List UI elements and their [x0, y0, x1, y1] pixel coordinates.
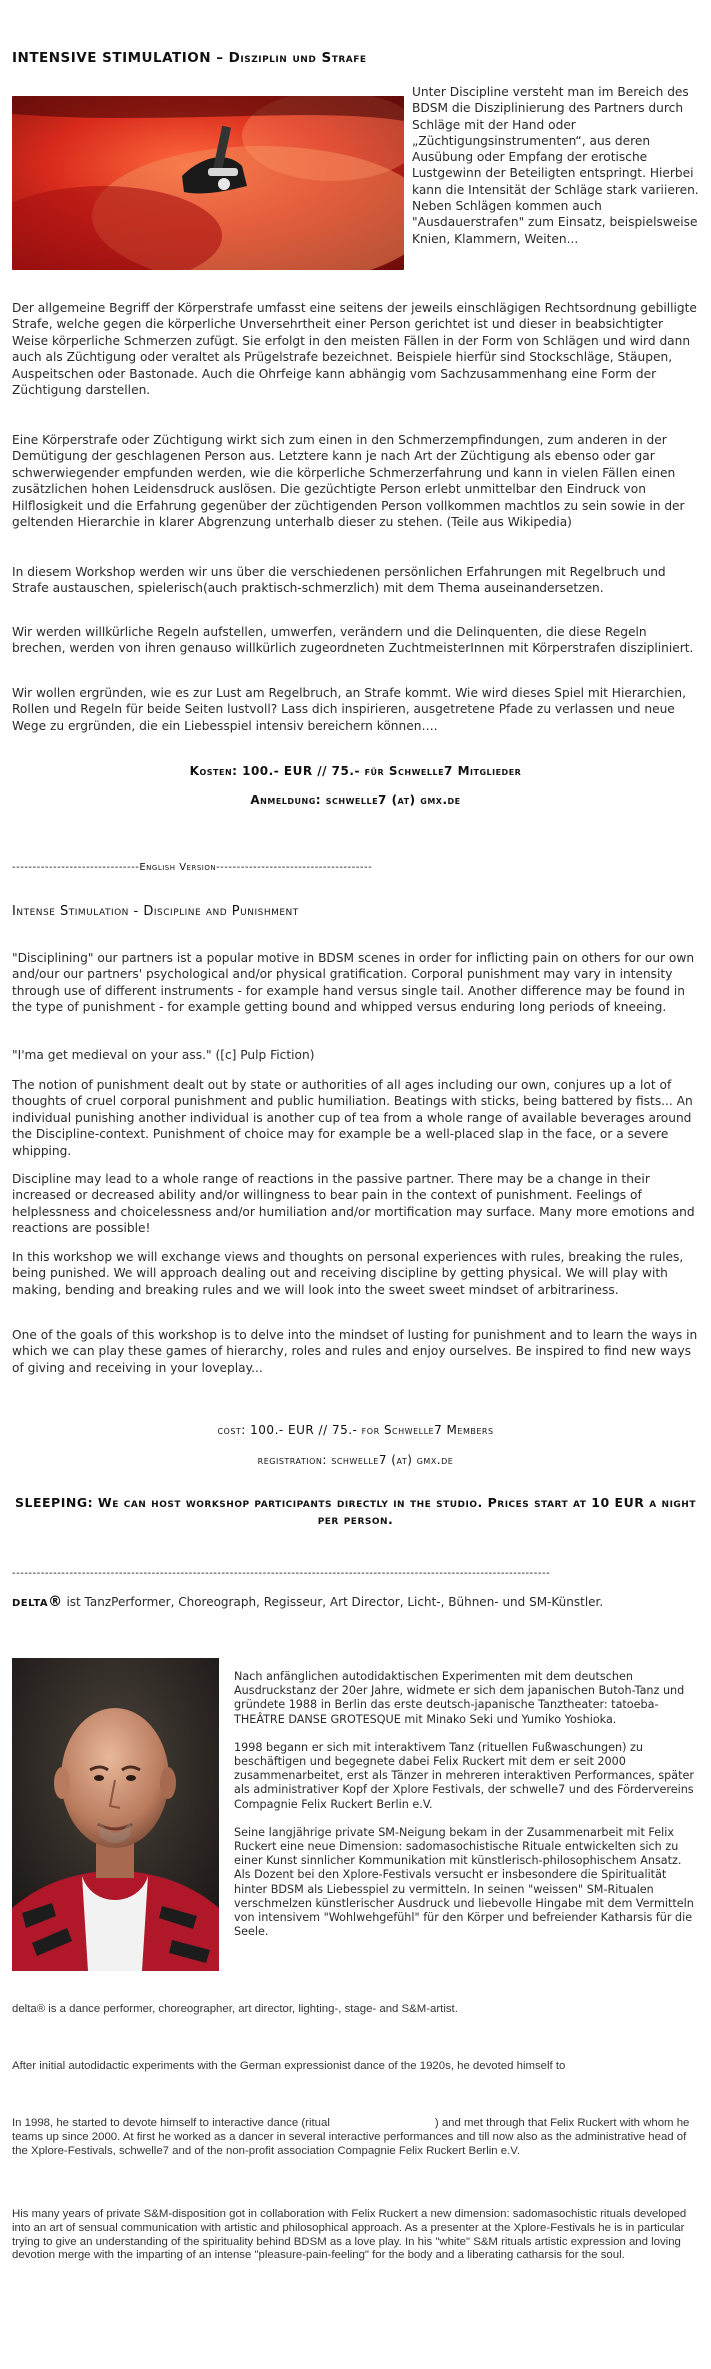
en-cost: cost: 100.- EUR // 75.- for Schwelle7 Members: [217, 1423, 494, 1437]
portrait-illustration: [12, 1658, 219, 1971]
en-paragraph-1: "Disciplining" our partners ist a popular motive in BDSM scenes in order for inflicting pain on others for our own and/our our partners' psychological and/or physical gratification. Corporal punishment may vary in intensity through use of different instruments - for example hand versus single tail. Another difference may be found in the type of punishment - for example getting bound and whipped versus enduring long periods of kneeing.: [12, 951, 695, 1015]
de-cost: Kosten: 100.- EUR // 75.- für Schwelle7 Mitglieder: [189, 764, 522, 778]
bio-en-paragraph-2-start: In 1998, he started to devote himself to interactive dance (ritual: [12, 2117, 330, 2129]
hero-photo-illustration: [12, 96, 404, 270]
de-paragraph-2: Eine Körperstrafe oder Züchtigung wirkt sich zum einen in den Schmerzempfindungen, zum anderen in der Demütigung der geschlagenen Person aus. Letztere kann je nach Art der Züchtigung als ebenso oder gar schwerwiegender empfunden werden, wie die körperliche Schmerzerfahrung und kann in vielen Fällen einen zusätzlichen hohen Leidensdruck auslösen. Die gezüchtigte Person erlebt unmittelbar den Eindruck von Hilflosigkeit und die Erfahrung gegenüber der züchtigenden Person vollkommen machtlos zu sein sowie in der geltenden Hierarchie in klarer Abgrenzung unterhalb dieser zu stehen. (Teile aus Wikipedia): [12, 433, 685, 530]
bio-en-paragraph-2: [12, 2117, 699, 2158]
de-paragraph-3: In diesem Workshop werden wir uns über die verschiedenen persönlichen Erfahrungen mit Regelbruch und Strafe austauschen, spielerisch(auch praktisch-schmerzlich) mit dem Thema auseinandersetzen.: [12, 565, 666, 596]
de-registration: Anmeldung: schwelle7 (at) gmx.de: [250, 793, 461, 807]
en-paragraph-4: In this workshop we will exchange views and thoughts on personal experiences with rules, breaking the rules, being punished. We will approach dealing out and receiving discipline by getting physical. We will play with making, bending and breaking rules and we will look into the sweet sweet mindset of arbitrariness.: [12, 1250, 684, 1297]
page-title: INTENSIVE STIMULATION – Disziplin und Strafe: [12, 50, 367, 66]
intro-text: Unter Discipline versteht man im Bereich des BDSM die Disziplinierung des Partners durch Schläge mit der Hand oder „Züchtigungsinstrumenten“, aus deren Ausübung oder Empfang der erotische Lustgewinn der Beteiligten entspringt. Hierbei kann die Intensität der Schläge stark variieren. Neben Schlägen kommen auch "Ausdauerstrafen" zum Einsatz, beispielsweise Knien, Klammern, Weiten...: [412, 85, 699, 246]
bio-en-intro: delta® is a dance performer, choreographer, art director, lighting-, stage- and S&M-artist.: [12, 2003, 458, 2015]
de-paragraph-4: Wir werden willkürliche Regeln aufstellen, umwerfen, verändern und die Delinquenten, die diese Regeln brechen, werden von ihren genauso willkürlich zugeordneten ZuchtmeisterInnen mit Körperstrafen diszipliniert.: [12, 625, 694, 656]
artist-name: delta®: [12, 1594, 63, 1610]
english-version-divider: -------------------------------English Version--------------------------------------: [12, 862, 373, 873]
en-quote: "I'ma get medieval on your ass." ([c] Pulp Fiction): [12, 1048, 315, 1062]
artist-description: ist TanzPerformer, Choreograph, Regisseur, Art Director, Licht-, Bühnen- und SM-Künstler.: [62, 1595, 604, 1609]
en-title: Intense Stimulation - Discipline and Punishment: [12, 904, 299, 919]
bio-en-paragraph-2-end: ) and met through that Felix Ruckert with whom he teams up since 2000. At first he worked as a dancer in several interactive performances and till now also as the administrative head of the Xplore-Festivals, schwelle7 and of the non-profit association Compagnie Felix Ruckert Berlin e.V.: [12, 2117, 690, 2157]
bio-divider: -----------------------------------------------------------------------------------------------------------------------------------: [12, 1568, 551, 1579]
bio-en-paragraph-1: After initial autodidactic experiments with the German expressionist dance of the 1920s, he devoted himself to: [12, 2060, 566, 2072]
en-registration: registration: schwelle7 (at) gmx.de: [257, 1453, 454, 1467]
bio-intro-line: [12, 1594, 699, 1610]
bio-de-paragraph-1: Nach anfänglichen autodidaktischen Experimenten mit dem deutschen Ausdruckstanz der 20er Jahre, widmete er sich dem japanischen Butoh-Tanz und gründete 1988 in Berlin das erste deutsch-japanische Tanztheater: tatoeba-THEÂTRE DANSE GROTESQUE mit Minako Seki und Yumiko Yoshioka.: [234, 1670, 685, 1726]
bio-german-text: [234, 1670, 700, 1953]
hero-image: [12, 96, 404, 270]
sleeping-notice: SLEEPING: We can host workshop participants directly in the studio. Prices start at 10 EUR a night per person.: [15, 1495, 696, 1527]
en-paragraph-5: One of the goals of this workshop is to delve into the mindset of lusting for punishment and to learn the ways in which we can play these games of hierarchy, roles and rules and enjoy ourselves. Be inspired to find new ways of giving and receiving in your loveplay...: [12, 1328, 698, 1375]
artist-portrait: [12, 1658, 219, 1971]
bio-de-paragraph-3: Seine langjährige private SM-Neigung bekam in der Zusammenarbeit mit Felix Ruckert eine neue Dimension: sadomasochistische Rituale entwickelten sich zu einer Kunst sinnlicher Kommunikation mit künstlerisch-philosophischem Ansatz. Als Dozent bei den Xplore-Festivals versucht er insbesondere die Spiritualität hinter BDSM als Liebesspiel zu vermitteln. In seinen "weissen" SM-Ritualen verschmelzen künstlerischer Ausdruck und liebevolle Hingabe mit dem Vermitteln von intensivem "Wohlwehgefühl" für den Körper und befreiender Katharsis für die Seele.: [234, 1825, 694, 1939]
bio-en-paragraph-3: His many years of private S&M-disposition got in collaboration with Felix Ruckert a new dimension: sadomasochistic rituals developed into an art of sensual communication with artistic and philosophical approach. As a presenter at the Xplore-Festivals he is in particular trying to give an understanding of the spirituality behind BDSM as a love play. In his "white" S&M rituals artistic expression and loving devotion merge with the imparting of an intense "pleasure-pain-feeling" for the body and a liberating catharsis for the soul.: [12, 2208, 687, 2262]
en-paragraph-2: The notion of punishment dealt out by state or authorities of all ages including our own, conjures up a lot of thoughts of cruel corporal punishment and public humiliation. Beatings with sticks, being battered by fists... An individual punishing another individual is another cup of tea from a whole range of available beverages around the Discipline-context. Punishment of choice may for example be a well-placed slap in the face, or a severe whipping.: [12, 1078, 693, 1158]
de-paragraph-5: Wir wollen ergründen, wie es zur Lust am Regelbruch, an Strafe kommt. Wie wird dieses Spiel mit Hierarchien, Rollen und Regeln für beide Seiten lustvoll? Lass dich inspirieren, ausgetretene Pfade zu verlassen und neue Wege zu ergründen, die ein Liebesspiel intensiv bereichern können….: [12, 686, 686, 733]
bio-de-paragraph-2: 1998 begann er sich mit interaktivem Tanz (rituellen Fußwaschungen) zu beschäftigen und begegnete dabei Felix Ruckert mit dem er seit 2000 zusammenarbeitet, erst als Tänzer in mehreren interaktiven Performances, später als administrativer Kopf der Xplore Festivals, der schwelle7 und des Fördervereins Compagnie Felix Ruckert Berlin e.V.: [234, 1740, 695, 1811]
en-paragraph-3: Discipline may lead to a whole range of reactions in the passive partner. There may be a change in their increased or decreased ability and/or willingness to bear pain in the context of punishment. Feelings of helplessness and choicelessness and/or humiliation and/or mortification may surface. Many more emotions and reactions are possible!: [12, 1172, 695, 1236]
de-paragraph-1: Der allgemeine Begriff der Körperstrafe umfasst eine seitens der jeweils einschlägigen Rechtsordnung gebilligte Strafe, welche gegen die körperliche Unversehrtheit einer Person gerichtet ist und dieser in beabsichtigter Weise körperliche Schmerzen zufügt. Sie erfolgt in den meisten Fällen in der Form von Schlägen und wird dann auch als Züchtigung oder veraltet als Prügelstrafe bezeichnet. Beispiele hierfür sind Stockschläge, Stäupen, Auspeitschen oder Bastonade. Auch die Ohrfeige kann abhängig vom Sachzusammenhang eine Form der Züchtigung darstellen.: [12, 301, 697, 398]
